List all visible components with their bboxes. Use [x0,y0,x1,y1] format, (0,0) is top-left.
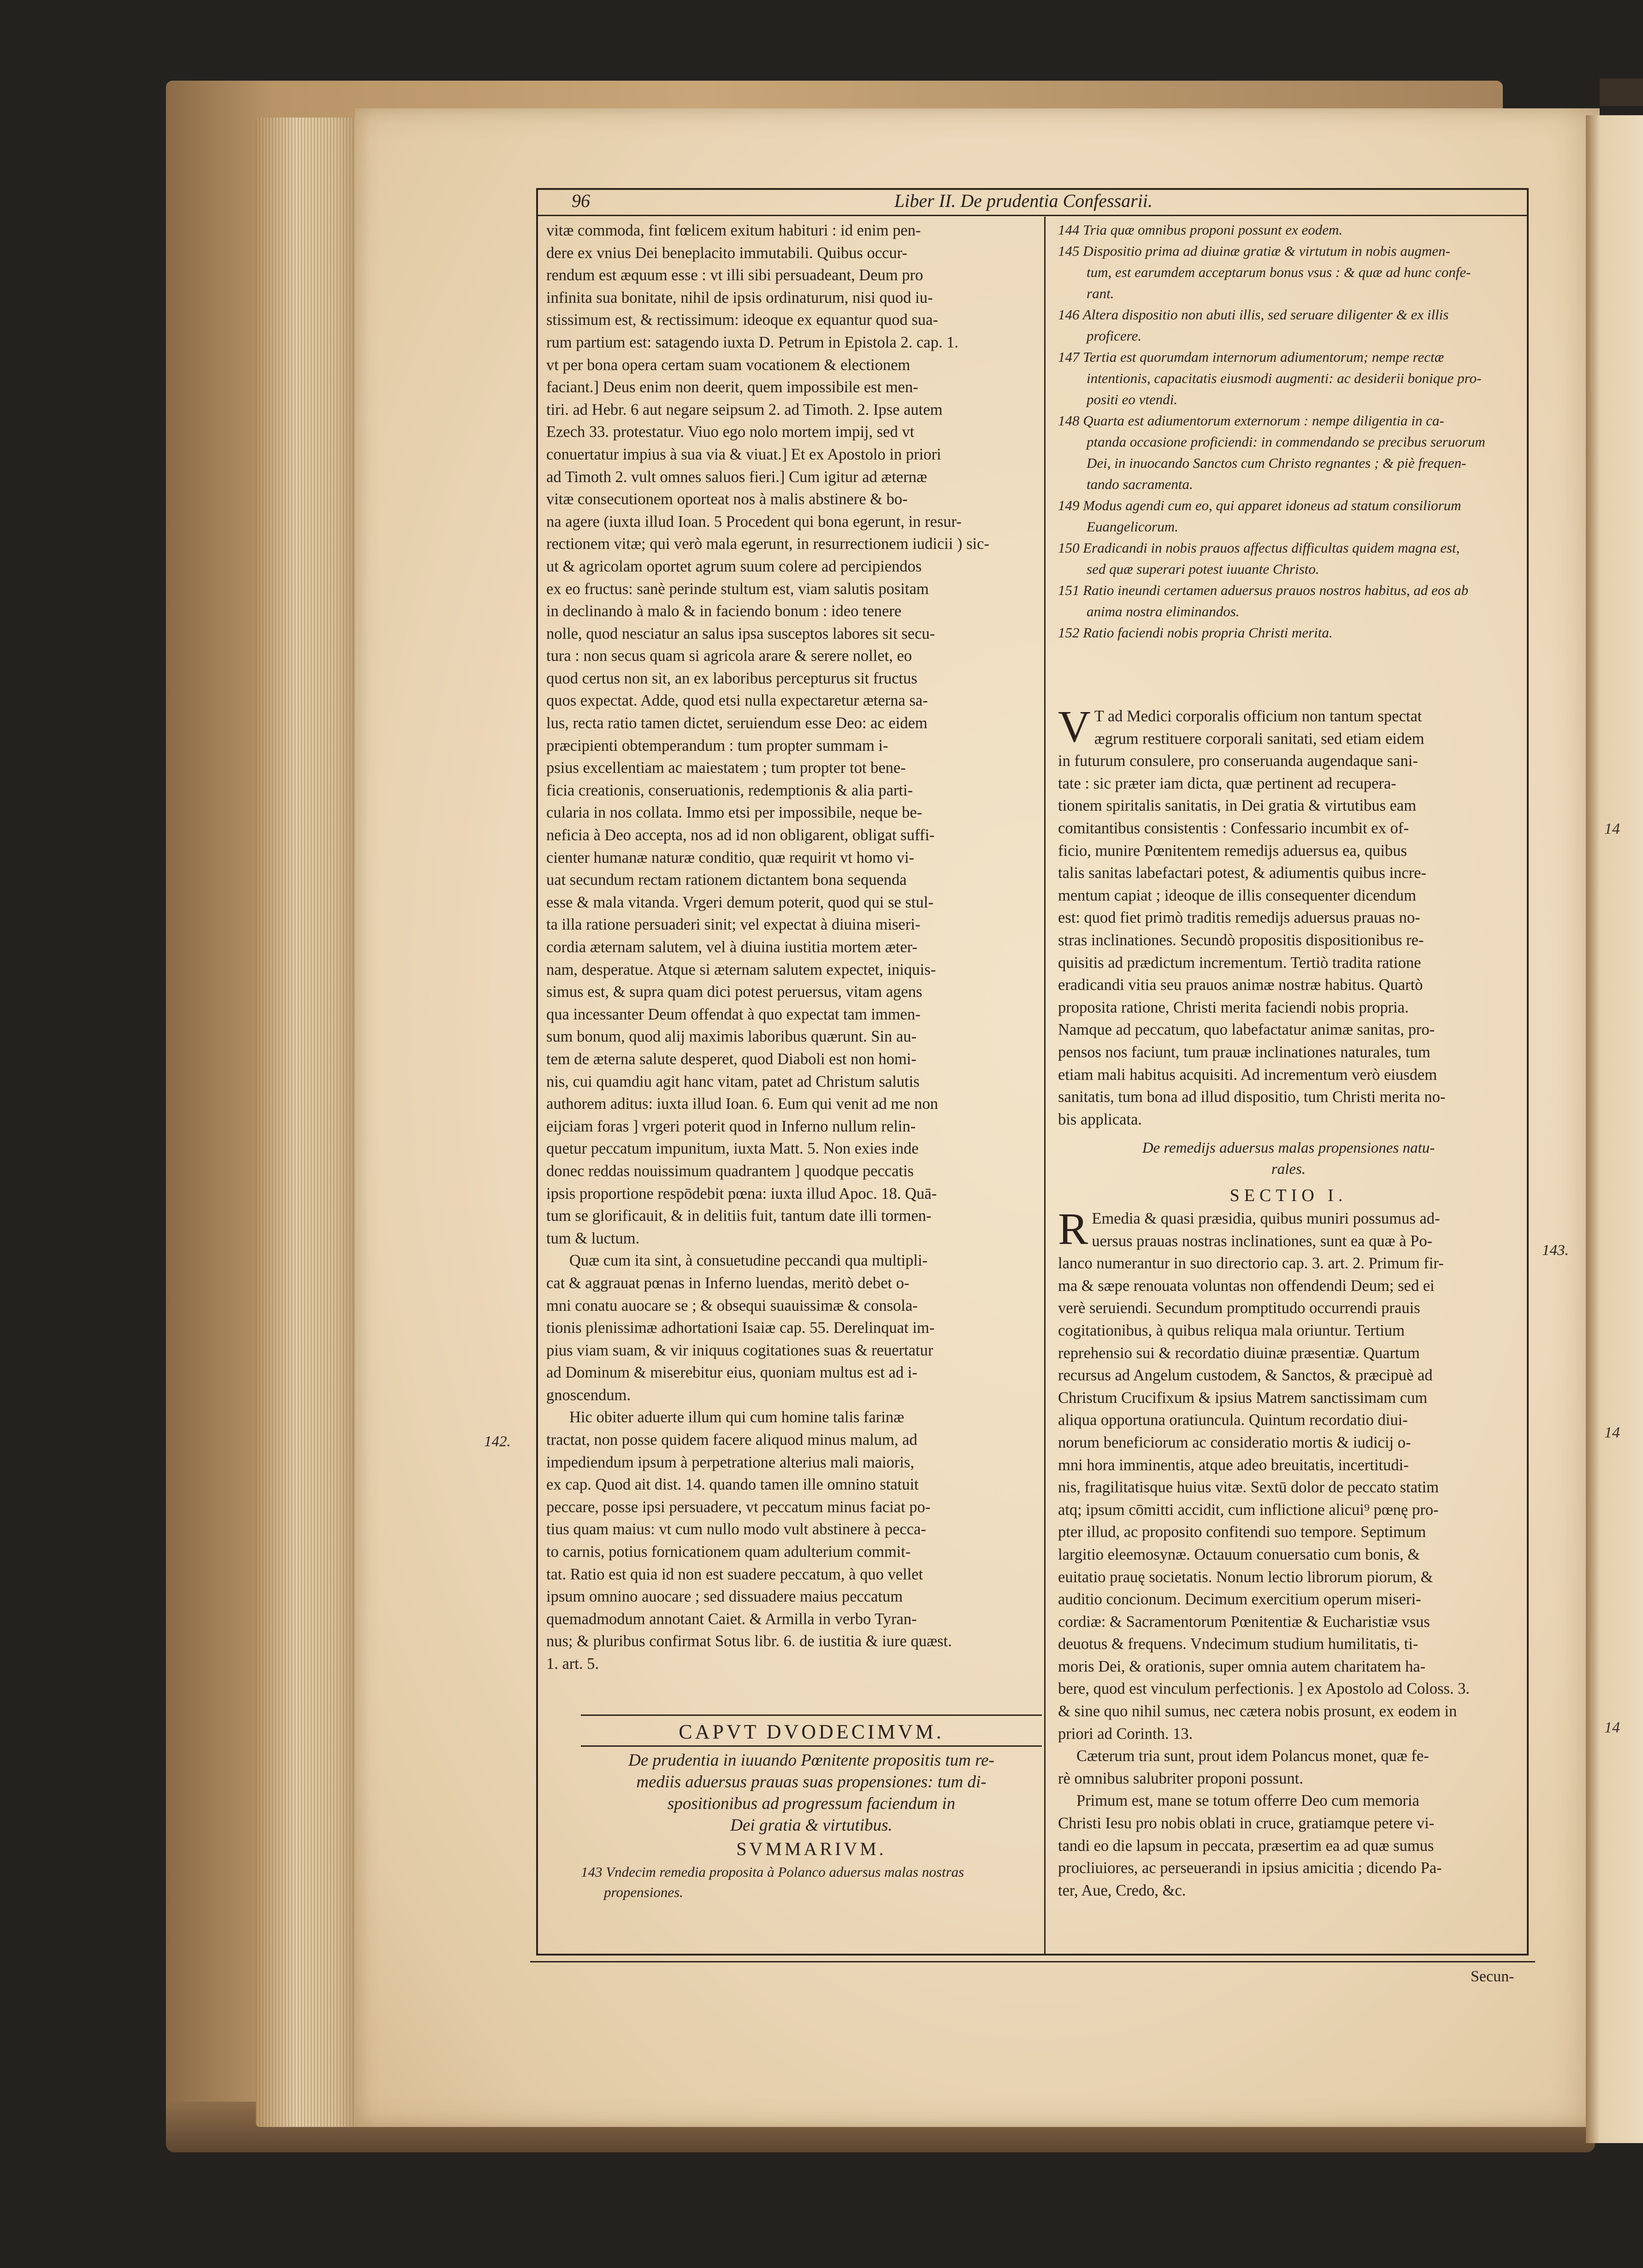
facing-page-edge [1586,115,1643,2143]
text-line: infinita sua bonitate, nihil de ipsis ordinaturum, nisi quod iu- [546,289,933,306]
text-line: tionis plenissimæ adhortationi Isaiæ cap. 55. Derelinquat im- [546,1319,935,1337]
text-line: tura : non secus quam si agricola arare & serere nollet, eo [546,647,912,665]
text-line: mentum capiat ; ideoque de illis consequenter dicendum [1058,886,1416,904]
summary-entry: 145 Dispositio prima ad diuinæ gratiæ & virtutum in nobis augmen- [1058,243,1450,259]
text-line: tem de æterna salute desperet, quod Diaboli est non homi- [546,1050,916,1068]
text-line: nis, cui quamdiu agit hanc vitam, patet ad Christum salutis [546,1072,920,1090]
text-line: ex cap. Quod ait dist. 14. quando tamen ille omnino statuit [546,1476,919,1494]
summary-entry: 151 Ratio ineundi certamen aduersus prauos nostros habitus, ad eos ab [1058,582,1469,598]
text-line: ta illa ratione persuaderi sinit; vel expectat à diuina miseri- [546,916,921,934]
text-line: priori ad Corinth. 13. [1058,1725,1193,1743]
text-line: Hic obiter aduerte illum qui cum homine talis farinæ [569,1408,904,1426]
header-rule [536,215,1529,216]
text-line: eijciam foras ] vrgeri poterit quod in Inferno nullum relin- [546,1117,916,1135]
text-line: cordia æternam salutem, vel à diuina iustitia mortem æter- [546,938,918,956]
text-line: mni conatu auocare se ; & obsequi suauissimæ & consola- [546,1296,918,1314]
text-line: neficia à Deo accepta, nos ad id non obligarent, obligat suffi- [546,826,935,844]
text-line: rectionem vitæ; qui verò mala egerunt, in resurrectionem iudicii ) sic- [546,535,989,553]
text-line: ad Dominum & miserebitur eius, quoniam multus est ad i- [546,1364,917,1382]
text-line: Christum Crucifixum & ipsius Matrem sanctissimam cum [1058,1389,1428,1407]
chapter-rule [581,1714,1042,1716]
text-line: dere ex vnius Dei beneplacito immutabili. Quibus occur- [546,244,908,262]
text-line: conuertatur impius à sua via & viuat.] Et ex Apostolo in priori [546,445,941,463]
summary-entry: Dei, in inuocando Sanctos cum Christo regnantes ; & piè frequen- [1087,455,1466,471]
running-title: Liber II. De prudentia Confessarii. [894,190,1152,211]
text-line: ficio, munire Pœnitentem remedijs aduersus ea, quibus [1058,842,1407,860]
text-line: rendum est æquum esse : vt illi sibi persuadeant, Deum pro [546,266,923,284]
summary-entry: 144 Tria quæ omnibus proponi possunt ex eodem. [1058,222,1343,238]
text-line: tionem spiritalis sanitatis, in Dei gratia & virtutibus eam [1058,797,1417,815]
summary-entry: tando sacramenta. [1087,476,1193,492]
text-line: nus; & pluribus confirmat Sotus libr. 6. de iustitia & iure quæst. [546,1632,952,1650]
facing-page-fragment: 14 [1604,1424,1620,1441]
text-line: quos expectat. Adde, quod etsi nulla expectaretur æterna sa- [546,692,928,710]
footer-rule [530,1961,1535,1962]
facing-page-fragment: 14 [1604,1719,1620,1736]
text-line: ut & agricolam oportet agrum suum colere ad percipiendos [546,557,922,575]
summary-entry-cont: propensiones. [604,1884,683,1900]
text-line: quisitis ad prædictum incrementum. Tertiò tradita ratione [1058,954,1421,972]
text-line: euitatio prauę societatis. Nonum lectio librorum piorum, & [1058,1568,1433,1586]
text-line: tandi eo die lapsum in peccata, præsertim ea ad quæ sumus [1058,1837,1434,1855]
text-line: est: quod fiet primò traditis remedijs aduersus prauas no- [1058,909,1420,927]
summary-entry: 147 Tertia est quorumdam internorum adiumentorum; nempe rectæ [1058,349,1444,365]
text-line: procliuiores, ac perseuerandi in ipsius amicitia ; dicendo Pa- [1058,1859,1442,1877]
page-edges [256,118,371,2127]
text-line: bis applicata. [1058,1110,1142,1128]
text-line: ma & sæpe renouata voluntas non offendendi Deum; sed ei [1058,1277,1435,1295]
text-line: ipsis proportione respōdebit pœna: iuxta illud Apoc. 18. Quā- [546,1184,937,1202]
text-line: peccare, posse ipsi persuadere, vt peccatum minus faciat po- [546,1498,931,1516]
text-line: impediendum ipsum à perpetratione alterius mali maioris, [546,1453,915,1471]
text-line: reprehensio sui & recordatio diuinæ præsentiæ. Quartum [1058,1344,1420,1362]
text-line: in futurum consulere, pro conseruanda augendaque sani- [1058,752,1418,770]
summary-heading: SVMMARIVM. [736,1838,887,1859]
text-line: lus, recta ratio tamen dictet, seruiendum esse Deo: ac eidem [546,714,928,732]
section-body [1058,1204,1519,1902]
text-line: proposita ratione, Christi merita faciendi nobis propria. [1058,998,1409,1016]
text-line: bere, quod est vinculum perfectionis. ] ex Apostolo ad Coloss. 3. [1058,1680,1470,1698]
summary-list [1058,219,1519,643]
text-line: qua incessanter Deum offendat à quo expectat tam immen- [546,1005,921,1023]
chapter-subtitle-line: Dei gratia & virtutibus. [730,1816,892,1835]
text-line: pensos nos faciunt, tum prauæ inclinationes naturales, tum [1058,1043,1430,1061]
text-line: quemadmodum annotant Caiet. & Armilla in verbo Tyran- [546,1610,917,1628]
section-heading-line: rales. [1271,1161,1306,1178]
text-line: tiri. ad Hebr. 6 aut negare seipsum 2. ad Timoth. 2. Ipse autem [546,401,943,418]
text-line: verè seruiendi. Secundum promptitudo occurrendi prauis [1058,1299,1420,1317]
text-line: deuotus & frequens. Vndecimum studium humilitatis, ti- [1058,1635,1418,1653]
text-line: Cæterum tria sunt, prout idem Polancus monet, quæ fe- [1076,1747,1429,1765]
text-line: to carnis, potius fornicationem quam adulterium commit- [546,1543,911,1561]
dropcap-v: V [1058,702,1091,752]
text-line: etiam mali habitus acquisiti. Ad incrementum verò eiusdem [1058,1066,1437,1084]
text-line: quod certus non sit, an ex laboribus percepturus sit fructus [546,669,917,687]
text-line: Christi Iesu pro nobis oblati in cruce, gratiamque petere vi- [1058,1814,1435,1832]
text-line: Emedia & quasi præsidia, quibus muniri possumus ad- [1092,1210,1440,1227]
text-line: & sine quo nihil sumus, nec cætera nobis prosunt, ex eodem in [1058,1702,1457,1720]
margin-note-143: 143. [1542,1242,1569,1259]
summary-entry: ptanda occasione proficiendi: in commendando se precibus seruorum [1087,434,1485,450]
summary-entry: 149 Modus agendi cum eo, qui apparet idoneus ad statum consiliorum [1058,497,1461,513]
text-line: auditio concionum. Decimum exercitium operum miseri- [1058,1591,1421,1608]
text-line: talis sanitas labefactari potest, & adiumentis quibus incre- [1058,864,1427,882]
summary-entry: tum, est earumdem acceptarum bonus vsus : & quæ ad hunc confe- [1087,264,1471,280]
left-column [546,219,1040,1675]
intro-paragraph [1058,702,1519,1131]
text-line: eradicandi vitia seu prauos animæ nostræ habitus. Quartò [1058,976,1423,994]
dropcap-r: R [1058,1204,1088,1254]
text-line: tum & luctum. [546,1229,640,1247]
summary-entry: positi eo vtendi. [1087,391,1178,407]
text-line: largitio eleemosynæ. Octauum conuersatio cum bonis, & [1058,1545,1420,1563]
section-heading [1058,1137,1519,1180]
text-line: vitæ commoda, fint fœlicem exitum habituri : id enim pen- [546,222,921,239]
summary-entry: sed quæ superari potest iuuante Christo. [1087,561,1319,577]
text-line: lanco numerantur in suo directorio cap. 3. art. 2. Primum fir- [1058,1255,1444,1272]
section-heading-line: De remedijs aduersus malas propensiones natu- [1142,1140,1435,1156]
text-line: donec reddas nouissimum quadrantem ] quodque peccatis [546,1162,914,1180]
chapter-subtitle-line: De prudentia in iuuando Pœnitente propositis tum re- [628,1751,994,1770]
text-line: aliqua opportuna oratiuncula. Quintum recordatio diui- [1058,1411,1408,1429]
chapter-rule [581,1745,1042,1747]
text-line: tat. Ratio est quia id non est suadere peccatum, à quo vellet [546,1565,923,1583]
text-line: Quæ cum ita sint, à consuetudine peccandi qua multipli- [569,1252,928,1270]
text-line: nis, fragilitatisque huius vitæ. Sextū dolor de peccato statim [1058,1479,1439,1496]
text-line: quetur peccatum impunitum, iuxta Matt. 5. Non exies inde [546,1140,919,1158]
text-line: tate : sic præter iam dicta, quæ pertinent ad recupera- [1058,774,1396,792]
text-line: tractat, non posse quidem facere aliquod minus malum, ad [546,1431,917,1449]
summary-entry: proficere. [1087,328,1142,344]
chapter-heading [581,1714,1042,1903]
text-line: in declinando à malo & in faciendo bonum : ideo tenere [546,602,902,620]
text-line: stissimum est, & rectissimum: ideoque ex equantur quod sua- [546,311,938,329]
text-line: mni hora imminentis, atque adeo breuitatis, incertitudi- [1058,1456,1409,1474]
text-line: comitantibus consistentis : Confessario incumbit ex of- [1058,819,1409,837]
text-line: cienter humanæ naturæ conditio, quæ requirit vt homo vi- [546,848,915,866]
text-line: psius excellentiam ac maiestatem ; tum propter tot bene- [546,759,906,777]
text-line: ficia creationis, conseruationis, redemptionis & alia parti- [546,781,913,799]
summary-entry: 143 Vndecim remedia proposita à Polanco aduersus malas nostras [581,1864,964,1880]
text-line: ex eo fructus: sanè perinde stultum est, viam salutis positam [546,580,929,598]
text-line: gnoscendum. [546,1386,631,1404]
margin-note-142: 142. [484,1433,511,1450]
summary-entry: Euangelicorum. [1087,518,1178,535]
summary-entry: 146 Altera dispositio non abuti illis, sed seruare diligenter & ex illis [1058,306,1449,323]
catchword: Secun- [1471,1968,1514,1985]
text-line: nolle, quod nesciatur an salus ipsa susceptos labores sit secu- [546,624,935,642]
text-line: ægrum restituere corporali sanitati, sed etiam eidem [1094,730,1424,748]
text-line: uersus prauas nostras inclinationes, sunt ea quæ à Po- [1092,1232,1433,1250]
summary-entry: 150 Eradicandi in nobis prauos affectus difficultas quidem magna est, [1058,540,1460,556]
text-line: vt per bona opera certam suam vocationem & electionem [546,356,910,374]
chapter-title: CAPVT DVODECIMVM. [679,1720,944,1743]
summary-entry: rant. [1087,285,1114,301]
text-line: esse & mala vitanda. Vrgeri demum poterit, quod qui se stul- [546,893,934,911]
text-line: recursus ad Angelum custodem, & Sanctos, & præcipuè ad [1058,1367,1433,1384]
text-line: cat & aggrauat pœnas in Inferno luendas, meritò debet o- [546,1274,910,1292]
text-line: cogitationibus, à quibus reliqua mala oriuntur. Tertium [1058,1321,1405,1339]
text-line: na agere (iuxta illud Ioan. 5 Procedent qui bona egerunt, in resur- [546,513,962,530]
summary-entry: anima nostra eliminandos. [1087,603,1240,619]
chapter-subtitle-line: mediis aduersus prauas suas propensiones: tum di- [636,1773,987,1791]
facing-page-fragment: 14 [1604,820,1620,837]
page-number: 96 [572,190,590,211]
summary-entry: intentionis, capacitatis eiusmodi augmenti: ac desiderii bonique pro- [1087,370,1482,386]
text-line: ad Timoth 2. vult omnes saluos fieri.] Cum igitur ad æternæ [546,468,928,486]
summary-entry: 148 Quarta est adiumentorum externorum : nempe diligentia in ca- [1058,412,1444,429]
text-line: uat secundum rectam rationem dictantem bona sequenda [546,871,907,889]
text-line: rè omnibus salubriter proponi possunt. [1058,1769,1303,1787]
text-line: Primum est, mane se totum offerre Deo cum memoria [1076,1792,1419,1810]
text-line: rum partium est: satagendo iuxta D. Petrum in Epistola 2. cap. 1. [546,333,958,351]
text-line: pius viam suam, & vir iniquus cogitationes suas & reuertatur [546,1341,934,1359]
text-line: moris Dei, & orationis, super omnia autem charitatem ha- [1058,1657,1426,1675]
text-line: authorem aditus: iuxta illud Ioan. 6. Eum qui venit ad me non [546,1095,938,1113]
text-line: tum se glorificauit, & in delitiis fuit, tantum date illi tormen- [546,1207,932,1225]
chapter-subtitle-line: spositionibus ad progressum faciendum in [667,1794,956,1813]
text-line: atq; ipsum cōmitti accidit, cum inflictione alicui⁹ pœnę pro- [1058,1501,1439,1519]
binding-clasp [1600,78,1643,106]
text-line: Ezech 33. protestatur. Viuo ego nolo mortem impij, sed vt [546,423,915,441]
text-line: ter, Aue, Credo, &c. [1058,1881,1186,1899]
sectio-label: SECTIO I. [1229,1186,1347,1205]
text-line: pter illud, ac proposito confitendi suo tempore. Septimum [1058,1523,1426,1541]
text-line: vitæ consecutionem oporteat nos à malis abstinere & bo- [546,490,908,508]
summary-entry: 152 Ratio faciendi nobis propria Christi merita. [1058,624,1333,641]
text-line: nam, desperatue. Atque si æternam salutem expectet, iniquis- [546,960,936,978]
text-line: præcipienti obtemperandum : tum propter summam i- [546,736,888,754]
text-line: simus est, & supra quam dici potest peruersus, vitam agens [546,983,922,1001]
column-rule [1044,217,1046,1956]
text-line: sanitatis, tum bona ad illud dispositio, tum Christi merita no- [1058,1088,1446,1106]
text-line: 1. art. 5. [546,1655,599,1673]
text-line: norum beneficiorum ac consideratio mortis & iudicij o- [1058,1433,1411,1451]
text-line: cularia in nos collata. Immo etsi per impossibile, neque be- [546,804,922,822]
text-line: ipsum omnino auocare ; sed dissuadere maius peccatum [546,1588,903,1606]
text-line: stras inclinationes. Secundò propositis dispositionibus re- [1058,931,1424,949]
text-line: sum bonum, quod alij maximis laboribus quærunt. Sin au- [546,1028,917,1046]
text-line: faciant.] Deus enim non deerit, quem impossibile est men- [546,378,918,396]
text-line: T ad Medici corporalis officium non tantum spectat [1094,707,1422,725]
text-line: cordiæ: & Sacramentorum Pœnitentiæ & Eucharistiæ vsus [1058,1613,1430,1631]
text-line: Namque ad peccatum, quo labefactatur animæ sanitas, pro- [1058,1021,1435,1039]
text-line: tius quam maius: vt cum nullo modo vult abstinere à pecca- [546,1520,926,1538]
